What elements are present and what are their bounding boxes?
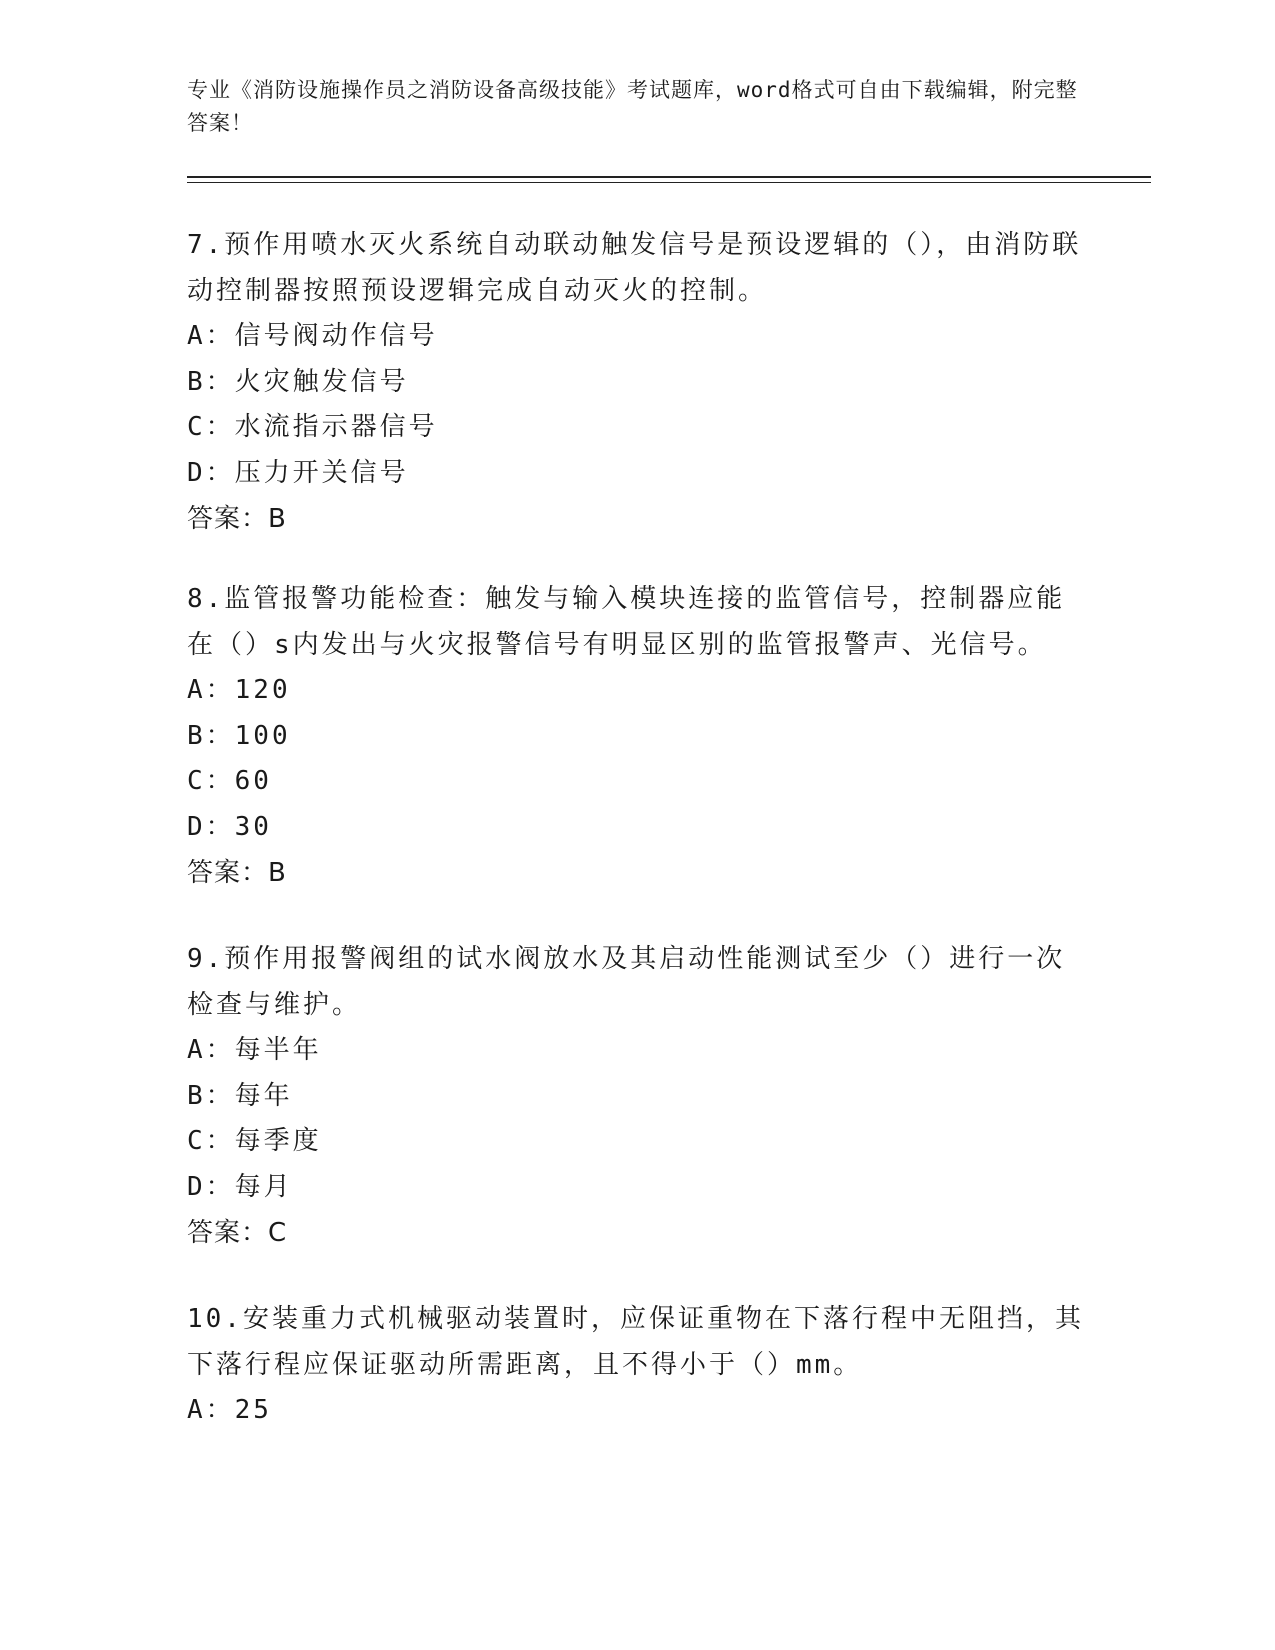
option-b: B：每年	[187, 1080, 293, 1111]
header-rule-thick	[187, 176, 1151, 178]
option-b: B：100	[187, 720, 291, 751]
question-10	[187, 1296, 1087, 1434]
option-b: B：火灾触发信号	[187, 366, 409, 397]
option-c: C：水流指示器信号	[187, 412, 438, 442]
answer: 答案：B	[187, 858, 287, 888]
option-a: A：25	[187, 1395, 272, 1425]
question-8	[187, 576, 1087, 896]
option-a: A：每半年	[187, 1035, 322, 1065]
answer: 答案：C	[187, 1218, 288, 1248]
question-7	[187, 222, 1087, 542]
header-rule-thin	[187, 182, 1151, 183]
option-d: D：30	[187, 811, 272, 842]
answer: 答案：B	[187, 504, 287, 534]
option-d: D：每月	[187, 1171, 293, 1202]
option-a: A：信号阀动作信号	[187, 321, 438, 351]
option-d: D：压力开关信号	[187, 457, 409, 488]
question-9	[187, 936, 1087, 1256]
option-a: A：120	[187, 675, 291, 705]
question-stem: 9.预作用报警阀组的试水阀放水及其启动性能测试至少（）进行一次检查与维护。	[187, 944, 1066, 1020]
document-header: 专业《消防设施操作员之消防设备高级技能》考试题库，word格式可自由下载编辑，附完整答案！	[187, 78, 1078, 135]
option-c: C：60	[187, 766, 272, 796]
question-stem: 8.监管报警功能检查：触发与输入模块连接的监管信号，控制器应能在（）s内发出与火灾报警信号有明显区别的监管报警声、光信号。	[187, 584, 1066, 660]
question-stem: 7.预作用喷水灭火系统自动联动触发信号是预设逻辑的（），由消防联动控制器按照预设逻辑完成自动灭火的控制。	[187, 230, 1082, 306]
question-stem: 10.安装重力式机械驱动装置时，应保证重物在下落行程中无阻挡，其下落行程应保证驱动所需距离，且不得小于（）mm。	[187, 1304, 1084, 1380]
option-c: C：每季度	[187, 1126, 322, 1156]
